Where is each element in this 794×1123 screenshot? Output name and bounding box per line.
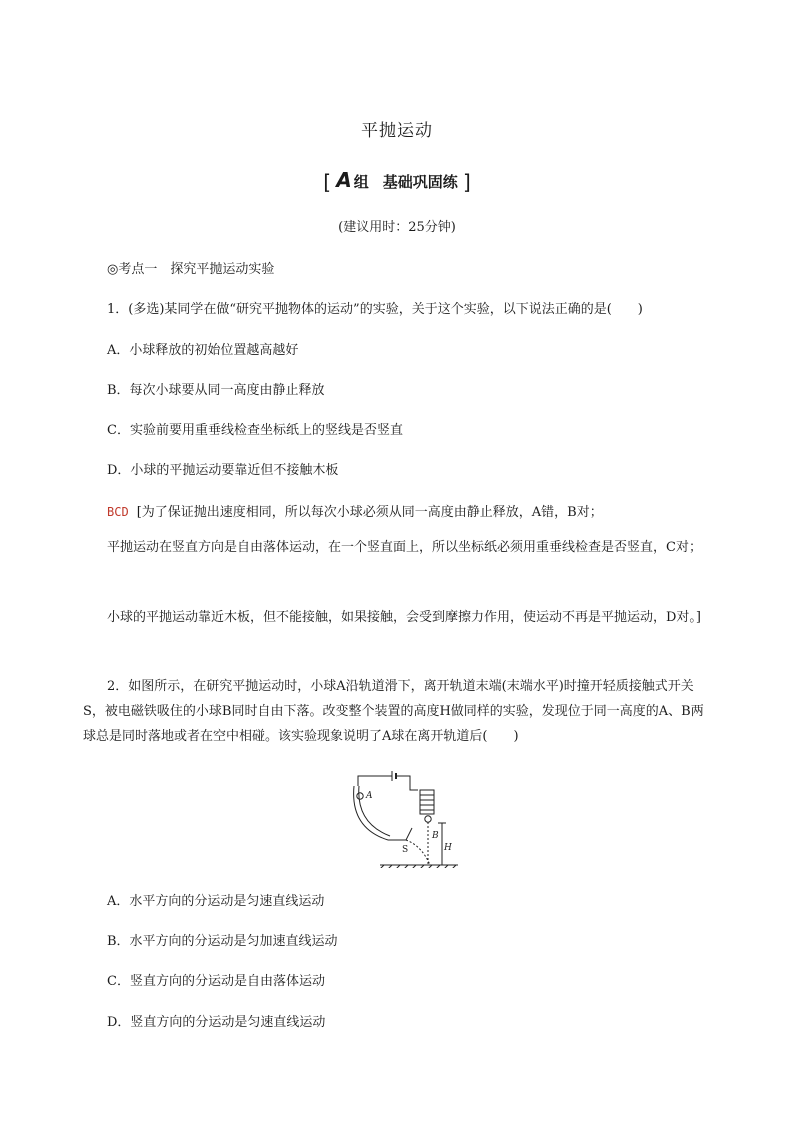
q1-answer-line xyxy=(107,501,603,520)
q1-option-a: A．小球释放的初始位置越高越好 xyxy=(107,343,299,358)
label-h: H xyxy=(444,843,452,853)
q2-option-a: A．水平方向的分运动是匀速直线运动 xyxy=(107,894,325,909)
switch-s-icon xyxy=(406,828,412,840)
q1-option-d: D．小球的平抛运动要靠近但不接触木板 xyxy=(107,463,339,478)
label-b: B xyxy=(432,831,439,841)
q2-stem: 2．如图所示，在研究平抛运动时，小球A沿轨道滑下，离开轨道末端(末端水平)时撞开轻质接触式开关S，被电磁铁吸住的小球B同时自由下落。改变整个装置的高度H做同样的实验，发现位于同一高度的A、B两球总是同时落地或者在空中相碰。该实验现象说明了A球在离开轨道后( ) xyxy=(83,679,704,744)
q1-explanation-1: [为了保证抛出速度相同，所以每次小球必须从同一高度由静止释放，A错，B对； xyxy=(136,505,603,520)
left-bracket: [ xyxy=(323,170,331,194)
label-s: S xyxy=(402,845,409,855)
q2-option-d: D．竖直方向的分运动是匀速直线运动 xyxy=(107,1015,326,1030)
group-subtitle: 基础巩固练 xyxy=(382,173,458,191)
group-letter: A xyxy=(336,168,352,192)
experiment-diagram xyxy=(340,768,460,868)
trajectory-a xyxy=(406,840,430,865)
page-title: 平抛运动 xyxy=(361,121,433,141)
time-note: (建议用时：25分钟) xyxy=(338,220,456,235)
q1-option-c: C．实验前要用重垂线检查坐标纸上的竖线是否竖直 xyxy=(107,423,403,438)
right-bracket: ] xyxy=(462,170,471,194)
group-label: 组 xyxy=(353,173,369,191)
q2-option-c: C．竖直方向的分运动是自由落体运动 xyxy=(107,974,325,989)
q1-explanation-2: 平抛运动在竖直方向是自由落体运动，在一个竖直面上，所以坐标纸必须用重垂线检查是否竖直，C对； xyxy=(107,540,702,555)
q2-option-b: B．水平方向的分运动是匀加速直线运动 xyxy=(107,934,338,949)
q1-explanation-3: 小球的平抛运动靠近木板，但不能接触，如果接触，会受到摩擦力作用，使运动不再是平抛运动，D对。] xyxy=(107,610,701,625)
label-a: A xyxy=(366,791,373,801)
wire-left xyxy=(358,776,392,786)
q1-option-b: B．每次小球要从同一高度由静止释放 xyxy=(107,383,325,398)
group-header xyxy=(0,168,794,194)
ball-b-icon xyxy=(425,816,431,822)
answer-code: BCD xyxy=(107,505,129,519)
section-heading: ◎考点一 探究平抛运动实验 xyxy=(107,262,275,277)
wire-right xyxy=(402,776,418,790)
ball-a-icon xyxy=(357,793,363,799)
q1-stem: 1．(多选)某同学在做“研究平抛物体的运动”的实验，关于这个实验，以下说法正确的是( ) xyxy=(107,302,643,317)
